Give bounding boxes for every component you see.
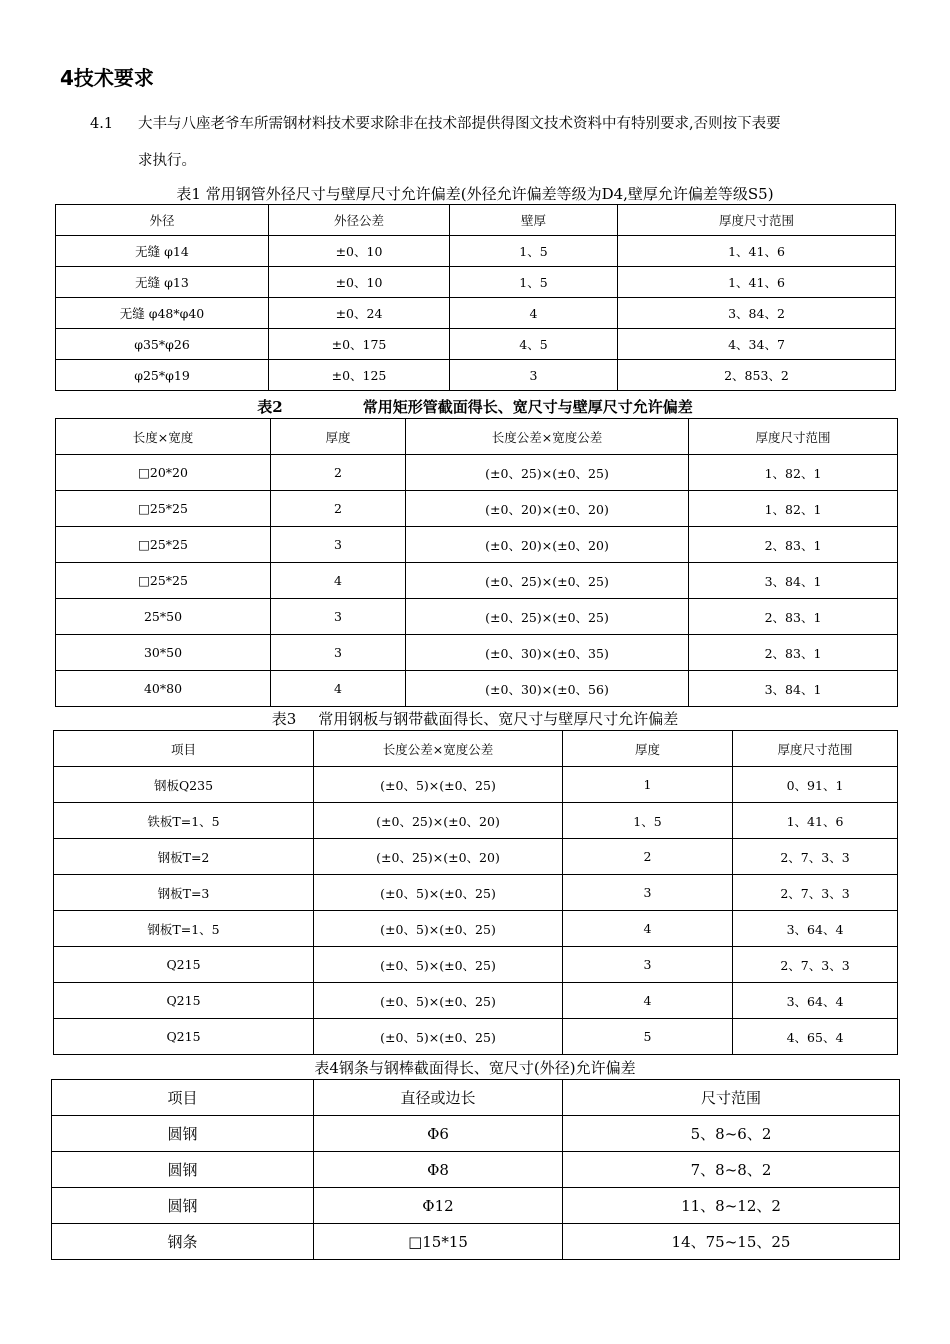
table2-caption-label: 表2 bbox=[257, 398, 283, 416]
table1-cell: ±0、24 bbox=[269, 298, 450, 329]
table2-cell: 2、83、1 bbox=[689, 527, 898, 563]
table1-row bbox=[56, 298, 896, 329]
table2-cell: (±0、20)×(±0、20) bbox=[406, 527, 689, 563]
table2-cell: □25*25 bbox=[56, 491, 271, 527]
table4 bbox=[51, 1079, 900, 1260]
table4-caption: 表4钢条与钢棒截面得长、宽尺寸(外径)允许偏差 bbox=[314, 1059, 636, 1077]
table2-row bbox=[56, 671, 898, 707]
table3-cell: (±0、5)×(±0、25) bbox=[314, 1019, 563, 1055]
table3-cell: 4 bbox=[563, 911, 733, 947]
section-heading: 4技术要求 bbox=[60, 66, 154, 90]
table1-cell: ±0、125 bbox=[269, 360, 450, 391]
table3-row bbox=[54, 983, 898, 1019]
table3-cell: 5 bbox=[563, 1019, 733, 1055]
table1-header-cell: 壁厚 bbox=[450, 205, 618, 236]
table1-cell: 4、5 bbox=[450, 329, 618, 360]
table2-header-row bbox=[56, 419, 898, 455]
table2-cell: 1、82、1 bbox=[689, 491, 898, 527]
table2-cell: 2、83、1 bbox=[689, 635, 898, 671]
table1-header-cell: 厚度尺寸范围 bbox=[618, 205, 896, 236]
table2-cell: 3、84、1 bbox=[689, 563, 898, 599]
table3-cell: (±0、5)×(±0、25) bbox=[314, 767, 563, 803]
table3-cell: Q215 bbox=[54, 1019, 314, 1055]
table1-cell: 3 bbox=[450, 360, 618, 391]
table4-cell: 7、8~8、2 bbox=[563, 1152, 900, 1188]
table1 bbox=[55, 204, 896, 391]
table3-cell: 0、91、1 bbox=[733, 767, 898, 803]
table4-cell: Φ6 bbox=[314, 1116, 563, 1152]
table3-cell: 3、64、4 bbox=[733, 983, 898, 1019]
table1-row bbox=[56, 329, 896, 360]
table3-cell: 钢板T=1、5 bbox=[54, 911, 314, 947]
table2-cell: (±0、20)×(±0、20) bbox=[406, 491, 689, 527]
table4-cell: 14、75~15、25 bbox=[563, 1224, 900, 1260]
table2-cell: □25*25 bbox=[56, 563, 271, 599]
table3-cell: 2、7、3、3 bbox=[733, 875, 898, 911]
table2-row bbox=[56, 563, 898, 599]
table2-cell: 25*50 bbox=[56, 599, 271, 635]
paragraph-number: 4.1 bbox=[90, 116, 114, 132]
table3-row bbox=[54, 767, 898, 803]
table3-cell: 钢板T=3 bbox=[54, 875, 314, 911]
table1-cell: φ25*φ19 bbox=[56, 360, 269, 391]
table2-header-cell: 长度×宽度 bbox=[56, 419, 271, 455]
table4-cell: Φ12 bbox=[314, 1188, 563, 1224]
paragraph-line-1 bbox=[90, 112, 781, 133]
table4-row bbox=[52, 1152, 900, 1188]
table3-caption-text: 常用钢板与钢带截面得长、宽尺寸与壁厚尺寸允许偏差 bbox=[318, 710, 679, 728]
table4-header-row bbox=[52, 1080, 900, 1116]
table1-cell: φ35*φ26 bbox=[56, 329, 269, 360]
table3-row bbox=[54, 875, 898, 911]
table2-cell: (±0、30)×(±0、35) bbox=[406, 635, 689, 671]
table2-cell: 30*50 bbox=[56, 635, 271, 671]
table1-cell: 1、41、6 bbox=[618, 267, 896, 298]
table3-cell: 铁板T=1、5 bbox=[54, 803, 314, 839]
table3-row bbox=[54, 839, 898, 875]
table1-caption: 表1 常用钢管外径尺寸与壁厚尺寸允许偏差(外径允许偏差等级为D4,壁厚允许偏差等级S5) bbox=[176, 185, 774, 203]
table3-header-cell: 项目 bbox=[54, 731, 314, 767]
table3-cell: (±0、5)×(±0、25) bbox=[314, 983, 563, 1019]
table4-cell: □15*15 bbox=[314, 1224, 563, 1260]
table4-cell: 圆钢 bbox=[52, 1188, 314, 1224]
table3-cell: 4、65、4 bbox=[733, 1019, 898, 1055]
table1-cell: 1、41、6 bbox=[618, 236, 896, 267]
table1-cell: ±0、175 bbox=[269, 329, 450, 360]
table3-cell: 4 bbox=[563, 983, 733, 1019]
table2-cell: 4 bbox=[271, 563, 406, 599]
table3-cell: 3 bbox=[563, 947, 733, 983]
table1-cell: 4、34、7 bbox=[618, 329, 896, 360]
table1-cell: ±0、10 bbox=[269, 236, 450, 267]
table2-cell: □20*20 bbox=[56, 455, 271, 491]
table3-row bbox=[54, 803, 898, 839]
table4-cell: 11、8~12、2 bbox=[563, 1188, 900, 1224]
table3-cell: 2、7、3、3 bbox=[733, 947, 898, 983]
table1-header-row bbox=[56, 205, 896, 236]
table1-row bbox=[56, 236, 896, 267]
table2-cell: 4 bbox=[271, 671, 406, 707]
table2-cell: 2 bbox=[271, 491, 406, 527]
table4-row bbox=[52, 1188, 900, 1224]
table4-header-cell: 直径或边长 bbox=[314, 1080, 563, 1116]
table2-header-cell: 长度公差×宽度公差 bbox=[406, 419, 689, 455]
table1-cell: 1、5 bbox=[450, 236, 618, 267]
table2-header-cell: 厚度尺寸范围 bbox=[689, 419, 898, 455]
table3-cell: (±0、25)×(±0、20) bbox=[314, 839, 563, 875]
table2-cell: 40*80 bbox=[56, 671, 271, 707]
table2-cell: 2、83、1 bbox=[689, 599, 898, 635]
table2-cell: (±0、25)×(±0、25) bbox=[406, 563, 689, 599]
table2-cell: 3 bbox=[271, 599, 406, 635]
table2-row bbox=[56, 599, 898, 635]
paragraph-line-2: 求执行。 bbox=[138, 153, 196, 169]
table4-header-cell: 尺寸范围 bbox=[563, 1080, 900, 1116]
table3-header-row bbox=[54, 731, 898, 767]
table3-cell: 1 bbox=[563, 767, 733, 803]
table3-row bbox=[54, 1019, 898, 1055]
table3-cell: 2 bbox=[563, 839, 733, 875]
table2-header-cell: 厚度 bbox=[271, 419, 406, 455]
table2-cell: (±0、25)×(±0、25) bbox=[406, 599, 689, 635]
table3-row bbox=[54, 911, 898, 947]
table3-caption-label: 表3 bbox=[271, 710, 297, 728]
table2-caption-text: 常用矩形管截面得长、宽尺寸与壁厚尺寸允许偏差 bbox=[362, 398, 693, 416]
table1-row bbox=[56, 360, 896, 391]
table3-cell: Q215 bbox=[54, 947, 314, 983]
table3-cell: (±0、25)×(±0、20) bbox=[314, 803, 563, 839]
table3-caption bbox=[0, 708, 950, 729]
table2-cell: 3 bbox=[271, 527, 406, 563]
table3-cell: 3 bbox=[563, 875, 733, 911]
table2-cell: (±0、25)×(±0、25) bbox=[406, 455, 689, 491]
table1-cell: 1、5 bbox=[450, 267, 618, 298]
table3-cell: 3、64、4 bbox=[733, 911, 898, 947]
table3-header-cell: 长度公差×宽度公差 bbox=[314, 731, 563, 767]
table3-header-cell: 厚度尺寸范围 bbox=[733, 731, 898, 767]
table4-cell: 5、8~6、2 bbox=[563, 1116, 900, 1152]
table3-cell: 钢板T=2 bbox=[54, 839, 314, 875]
table1-row bbox=[56, 267, 896, 298]
table4-cell: 圆钢 bbox=[52, 1116, 314, 1152]
table2-cell: □25*25 bbox=[56, 527, 271, 563]
table2-row bbox=[56, 527, 898, 563]
table2-cell: (±0、30)×(±0、56) bbox=[406, 671, 689, 707]
table2 bbox=[55, 418, 898, 707]
table2-row bbox=[56, 635, 898, 671]
table1-cell: 3、84、2 bbox=[618, 298, 896, 329]
paragraph-text-1: 大丰与八座老爷车所需钢材料技术要求除非在技术部提供得图文技术资料中有特别要求,否则按下表要 bbox=[138, 116, 781, 132]
table1-cell: 2、853、2 bbox=[618, 360, 896, 391]
table3-header-cell: 厚度 bbox=[563, 731, 733, 767]
table3-cell: (±0、5)×(±0、25) bbox=[314, 947, 563, 983]
table4-header-cell: 项目 bbox=[52, 1080, 314, 1116]
table2-cell: 3、84、1 bbox=[689, 671, 898, 707]
table1-cell: ±0、10 bbox=[269, 267, 450, 298]
table3 bbox=[53, 730, 898, 1055]
table1-cell: 无缝 φ48*φ40 bbox=[56, 298, 269, 329]
table3-row bbox=[54, 947, 898, 983]
table1-cell: 4 bbox=[450, 298, 618, 329]
table2-row bbox=[56, 455, 898, 491]
table4-row bbox=[52, 1224, 900, 1260]
table2-cell: 2 bbox=[271, 455, 406, 491]
table2-cell: 3 bbox=[271, 635, 406, 671]
table2-caption bbox=[0, 396, 950, 417]
table1-header-cell: 外径公差 bbox=[269, 205, 450, 236]
table1-cell: 无缝 φ14 bbox=[56, 236, 269, 267]
table1-cell: 无缝 φ13 bbox=[56, 267, 269, 298]
table4-cell: 圆钢 bbox=[52, 1152, 314, 1188]
table2-row bbox=[56, 491, 898, 527]
table3-cell: Q215 bbox=[54, 983, 314, 1019]
table3-cell: (±0、5)×(±0、25) bbox=[314, 911, 563, 947]
table4-cell: Φ8 bbox=[314, 1152, 563, 1188]
table3-cell: (±0、5)×(±0、25) bbox=[314, 875, 563, 911]
table3-cell: 1、41、6 bbox=[733, 803, 898, 839]
table3-cell: 1、5 bbox=[563, 803, 733, 839]
table4-row bbox=[52, 1116, 900, 1152]
table4-cell: 钢条 bbox=[52, 1224, 314, 1260]
table3-cell: 钢板Q235 bbox=[54, 767, 314, 803]
table3-cell: 2、7、3、3 bbox=[733, 839, 898, 875]
table1-header-cell: 外径 bbox=[56, 205, 269, 236]
table2-cell: 1、82、1 bbox=[689, 455, 898, 491]
